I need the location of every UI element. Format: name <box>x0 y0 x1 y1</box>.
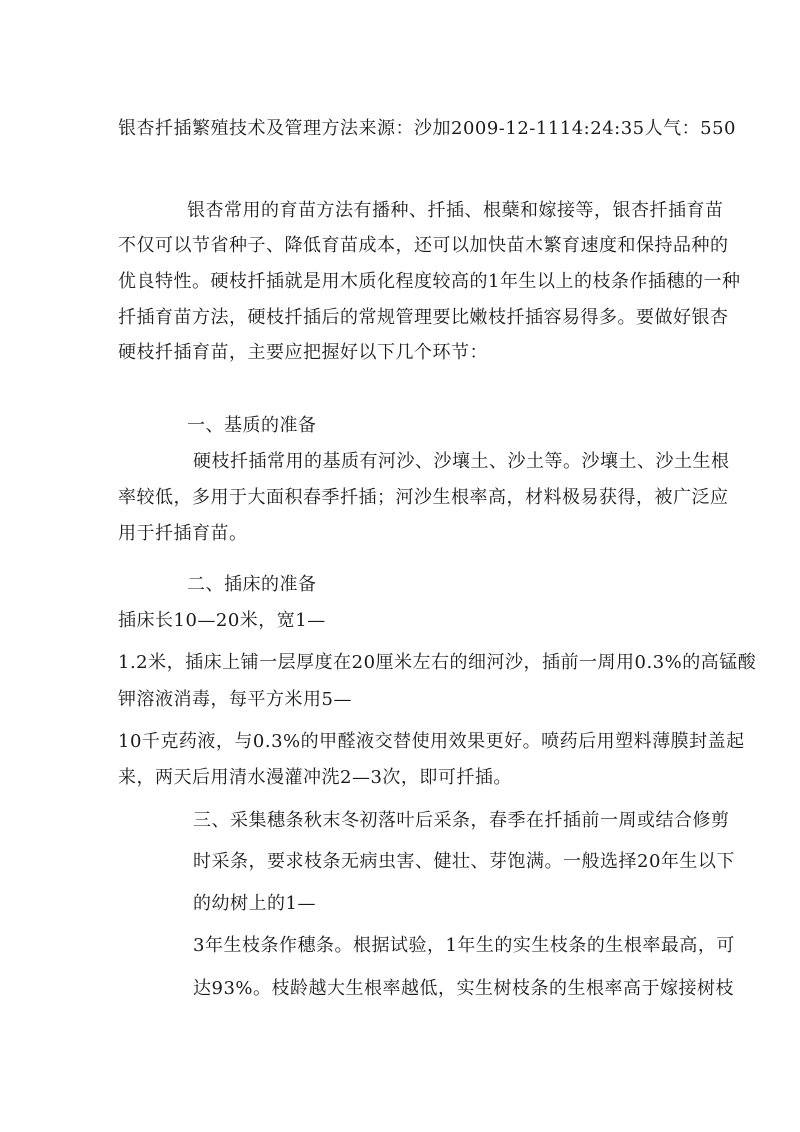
paragraph-line: 时采条，要求枝条无病虫害、健壮、芽饱满。一般选择20年生以下 <box>193 851 735 872</box>
paragraph-line: 用于扦插育苗。 <box>118 523 248 544</box>
section-heading: 一、基质的准备 <box>187 415 317 436</box>
paragraph-line: 10千克药液，与0.3%的甲醛液交替使用效果更好。喷药后用塑料薄膜封盖起 <box>118 731 745 752</box>
paragraph-line: 银杏常用的育苗方法有播种、扦插、根蘖和嫁接等，银杏扦插育苗 <box>187 200 724 221</box>
paragraph-line: 3年生枝条作穗条。根据试验，1年生的实生枝条的生根率最高，可 <box>193 935 735 956</box>
paragraph-line: 率较低，多用于大面积春季扦插；河沙生根率高，材料极易获得，被广泛应 <box>118 487 729 508</box>
paragraph-line: 硬枝扦插常用的基质有河沙、沙壤土、沙土等。沙壤土、沙土生根 <box>193 451 730 472</box>
paragraph-line: 钾溶液消毒，每平方米用5— <box>118 689 352 710</box>
paragraph-line: 扦插育苗方法，硬枝扦插后的常规管理要比嫩枝扦插容易得多。要做好银杏 <box>118 307 729 328</box>
paragraph-line: 来，两天后用清水漫灌冲洗2—3次，即可扦插。 <box>118 767 512 788</box>
document-title: 银杏扦插繁殖技术及管理方法来源：沙加2009-12-1114:24:35人气：550 <box>118 118 736 139</box>
paragraph-line: 的幼树上的1— <box>193 893 316 914</box>
paragraph-line: 1.2米，插床上铺一层厚度在20厘米左右的细河沙，插前一周用0.3%的高锰酸 <box>118 652 757 673</box>
paragraph-line: 插床长10—20米，宽1— <box>118 610 326 631</box>
section-heading: 二、插床的准备 <box>187 574 317 595</box>
paragraph-line: 硬枝扦插育苗，主要应把握好以下几个环节： <box>118 342 488 363</box>
section-heading: 三、采集穗条秋末冬初落叶后采条，春季在扦插前一周或结合修剪 <box>193 810 730 831</box>
paragraph-line: 不仅可以节省种子、降低育苗成本，还可以加快苗木繁育速度和保持品种的 <box>118 235 729 256</box>
paragraph-line: 达93%。枝龄越大生根率越低，实生树枝条的生根率高于嫁接树枝 <box>193 978 735 999</box>
paragraph-line: 优良特性。硬枝扦插就是用木质化程度较高的1年生以上的枝条作插穗的一种 <box>118 271 741 292</box>
